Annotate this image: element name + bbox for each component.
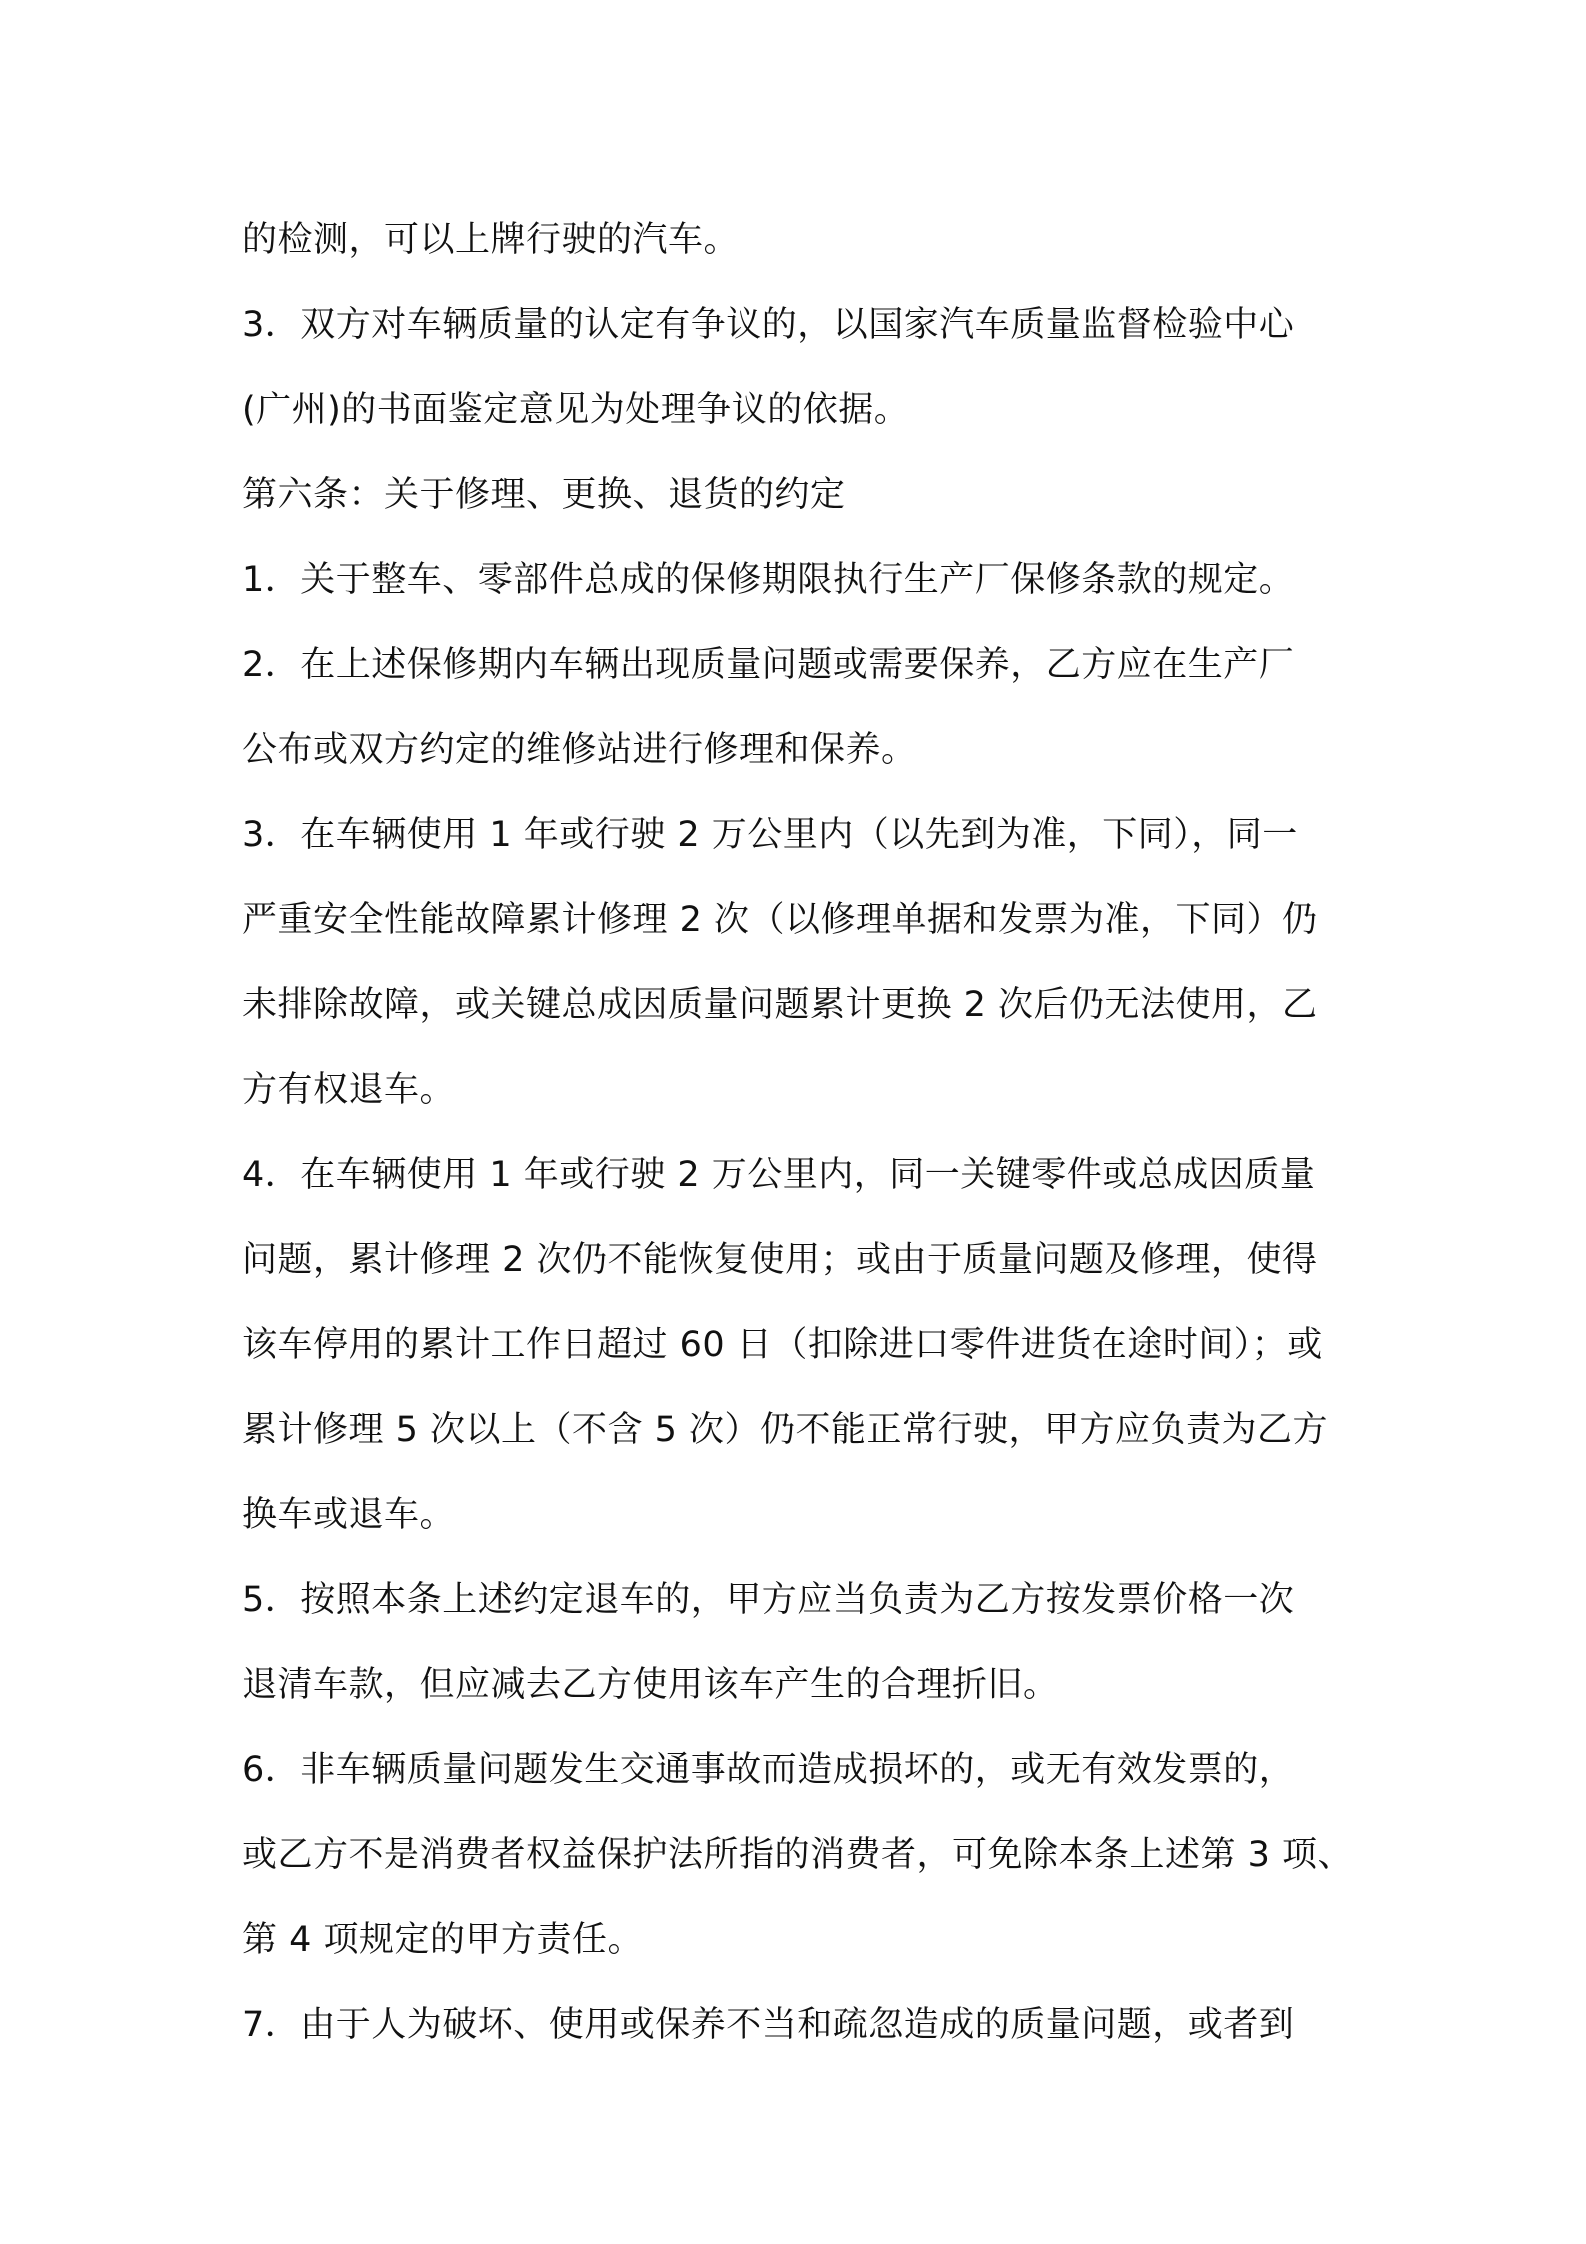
text-line: 换车或退车。 xyxy=(242,1495,456,1535)
text-line: 4．在车辆使用 1 年或行驶 2 万公里内，同一关键零件或总成因质量 xyxy=(242,1155,1316,1195)
text-line: 3．双方对车辆质量的认定有争议的，以国家汽车质量监督检验中心 xyxy=(242,305,1295,345)
text-line: 方有权退车。 xyxy=(242,1070,456,1110)
text-line: 5．按照本条上述约定退车的，甲方应当负责为乙方按发票价格一次 xyxy=(242,1580,1295,1620)
text-line: 累计修理 5 次以上（不含 5 次）仍不能正常行驶，甲方应负责为乙方 xyxy=(242,1410,1329,1450)
text-line: 6．非车辆质量问题发生交通事故而造成损坏的，或无有效发票的， xyxy=(242,1750,1295,1790)
text-line: 严重安全性能故障累计修理 2 次（以修理单据和发票为准，下同）仍 xyxy=(242,900,1318,940)
text-line: 退清车款，但应减去乙方使用该车产生的合理折旧。 xyxy=(242,1665,1059,1705)
text-line: 的检测，可以上牌行驶的汽车。 xyxy=(242,220,740,260)
text-line: 公布或双方约定的维修站进行修理和保养。 xyxy=(242,730,917,770)
text-line: 7．由于人为破坏、使用或保养不当和疏忽造成的质量问题，或者到 xyxy=(242,2005,1295,2045)
text-line: 问题，累计修理 2 次仍不能恢复使用；或由于质量问题及修理，使得 xyxy=(242,1240,1318,1280)
section-heading: 第六条：关于修理、更换、退货的约定 xyxy=(242,475,846,515)
document-body xyxy=(242,198,1382,2068)
text-line: 或乙方不是消费者权益保护法所指的消费者，可免除本条上述第 3 项、 xyxy=(242,1835,1354,1875)
text-line: 3．在车辆使用 1 年或行驶 2 万公里内（以先到为准，下同），同一 xyxy=(242,815,1298,855)
text-line: (广州)的书面鉴定意见为处理争议的依据。 xyxy=(242,390,910,430)
text-line: 1．关于整车、零部件总成的保修期限执行生产厂保修条款的规定。 xyxy=(242,560,1295,600)
text-line: 该车停用的累计工作日超过 60 日（扣除进口零件进货在途时间）；或 xyxy=(242,1325,1323,1365)
text-line: 第 4 项规定的甲方责任。 xyxy=(242,1920,644,1960)
text-line: 2．在上述保修期内车辆出现质量问题或需要保养，乙方应在生产厂 xyxy=(242,645,1295,685)
text-line: 未排除故障，或关键总成因质量问题累计更换 2 次后仍无法使用，乙 xyxy=(242,985,1318,1025)
